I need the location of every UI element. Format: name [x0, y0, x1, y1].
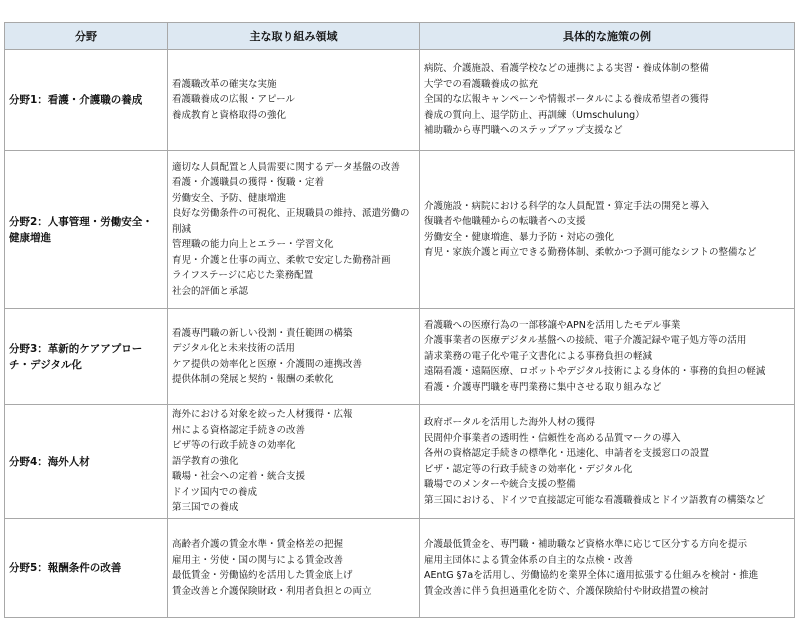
list-item: 大学での看護職養成の拡充	[424, 78, 539, 90]
list-item: ビザ等の行政手続きの効率化	[172, 440, 296, 452]
measures-table	[4, 22, 795, 618]
list-item: 介護施設・病院における科学的な人員配置・算定手法の開発と導入	[424, 200, 710, 212]
domains-cell	[168, 151, 420, 309]
examples-cell	[420, 405, 795, 519]
list-item: 復職者や他職種からの転職者への支援	[424, 216, 586, 227]
header-examples: 具体的な施策の例	[420, 23, 795, 50]
area-cell: 分野3：革新的ケアアプローチ・デジタル化	[5, 309, 168, 405]
list-item: 看護専門職の新しい役割・責任範囲の構築	[172, 327, 353, 339]
list-item: 雇用主・労使・国の関与による賃金改善	[172, 554, 344, 566]
list-item: 雇用主団体による賃金体系の自主的な点検・改善	[424, 554, 634, 566]
list-item: 養成教育と資格取得の強化	[172, 109, 287, 121]
examples-cell	[420, 50, 795, 151]
list-item: 請求業務の電子化や電子文書化による事務負担の軽減	[424, 350, 653, 362]
domains-cell	[168, 50, 420, 151]
list-item: 民間仲介事業者の透明性・信頼性を高める品質マークの導入	[424, 432, 681, 444]
area-cell: 分野4：海外人材	[5, 405, 168, 519]
list-item: 病院、介護施設、看護学校などの連携による実習・養成体制の整備	[424, 63, 710, 75]
list-item: 育児・介護と仕事の両立、柔軟で安定した勤務計画	[172, 254, 391, 266]
list-item: 賃金改善と介護保険財政・利用者負担との両立	[172, 585, 372, 597]
list-item: 看護・介護職員の獲得・復職・定着	[172, 177, 325, 189]
table-row	[5, 405, 795, 519]
list-item: 養成の質向上、退学防止、再訓練（Umschulung）	[424, 109, 645, 121]
list-item: 介護最低賃金を、専門職・補助職など資格水準に応じて区分する方向を提示	[424, 539, 748, 550]
list-item: 適切な人員配置と人員需要に関するデータ基盤の改善	[172, 161, 401, 173]
list-item: 高齢者介護の賃金水準・賃金格差の把握	[172, 539, 344, 550]
list-item: 最低賃金・労働協約を活用した賃金底上げ	[172, 570, 353, 581]
list-item: 看護・介護専門職を専門業務に集中させる取り組みなど	[424, 381, 662, 393]
table-row	[5, 519, 795, 618]
list-item: 社会的評価と承認	[172, 285, 249, 297]
examples-cell	[420, 519, 795, 618]
list-item: AEntG §7aを活用し、労働協約を業界全体に適用拡張する仕組みを検討・推進	[424, 570, 759, 581]
list-item: 職場・社会への定着・統合支援	[172, 471, 306, 483]
table-row	[5, 50, 795, 151]
list-item: 介護事業者の医療デジタル基盤への接続、電子介護記録や電子処方等の活用	[424, 335, 747, 347]
list-item: 海外における対象を絞った人材獲得・広報	[172, 409, 353, 421]
table-row	[5, 309, 795, 405]
list-item: 補助職から専門職へのステップアップ支援など	[424, 125, 623, 137]
list-item: ライフステージに応じた業務配置	[172, 270, 314, 282]
domains-cell	[168, 309, 420, 405]
list-item: ドイツ国内での養成	[172, 486, 258, 498]
area-cell: 分野2：人事管理・労働安全・健康増進	[5, 151, 168, 309]
table-row	[5, 151, 795, 309]
list-item: ビザ・認定等の行政手続きの効率化・デジタル化	[424, 463, 633, 475]
list-item: 看護職養成の広報・アピール	[172, 94, 295, 106]
list-item: 第三国における、ドイツで直接認定可能な看護職養成とドイツ語教育の構築など	[424, 494, 766, 506]
list-item: 提供体制の発展と契約・報酬の柔軟化	[172, 374, 334, 385]
header-area: 分野	[5, 23, 168, 50]
domains-cell	[168, 405, 420, 519]
table-header-row	[5, 23, 795, 50]
list-item: 管理職の能力向上とエラー・学習文化	[172, 239, 334, 251]
list-item: デジタル化と未来技術の活用	[172, 343, 295, 354]
list-item: 賃金改善に伴う負担過重化を防ぐ、介護保険給付や財政措置の検討	[424, 585, 709, 597]
list-item: 看護職への医療行為の一部移譲やAPNを活用したモデル事業	[424, 319, 681, 331]
examples-cell	[420, 151, 795, 309]
list-item: ケア提供の効率化と医療・介護間の連携改善	[172, 358, 363, 370]
list-item: 政府ポータルを活用した海外人材の獲得	[424, 417, 596, 428]
header-domains: 主な取り組み領域	[168, 23, 420, 50]
list-item: 全国的な広報キャンペーンや情報ポータルによる養成希望者の獲得	[424, 94, 709, 106]
list-item: 遠隔看護・遠隔医療、ロボットやデジタル技術による身体的・事務的負担の軽減	[424, 366, 766, 378]
list-item: 職場でのメンターや統合支援の整備	[424, 479, 576, 490]
examples-cell	[420, 309, 795, 405]
list-item: 看護職改革の確実な実施	[172, 78, 277, 90]
list-item: 良好な労働条件の可視化、正規職員の維持、派遣労働の削減	[172, 208, 410, 235]
list-item: 育児・家族介護と両立できる勤務体制、柔軟かつ予測可能なシフトの整備など	[424, 247, 757, 258]
area-cell: 分野1：看護・介護職の養成	[5, 50, 168, 151]
list-item: 語学教育の強化	[172, 455, 239, 467]
domains-cell	[168, 519, 420, 618]
list-item: 労働安全・健康増進、暴力予防・対応の強化	[424, 231, 615, 243]
list-item: 各州の資格認定手続きの標準化・迅速化、申請者を支援窓口の設置	[424, 448, 710, 459]
area-cell: 分野5：報酬条件の改善	[5, 519, 168, 618]
list-item: 州による資格認定手続きの改善	[172, 424, 306, 436]
list-item: 第三国での養成	[172, 502, 239, 514]
list-item: 労働安全、予防、健康増進	[172, 192, 287, 204]
